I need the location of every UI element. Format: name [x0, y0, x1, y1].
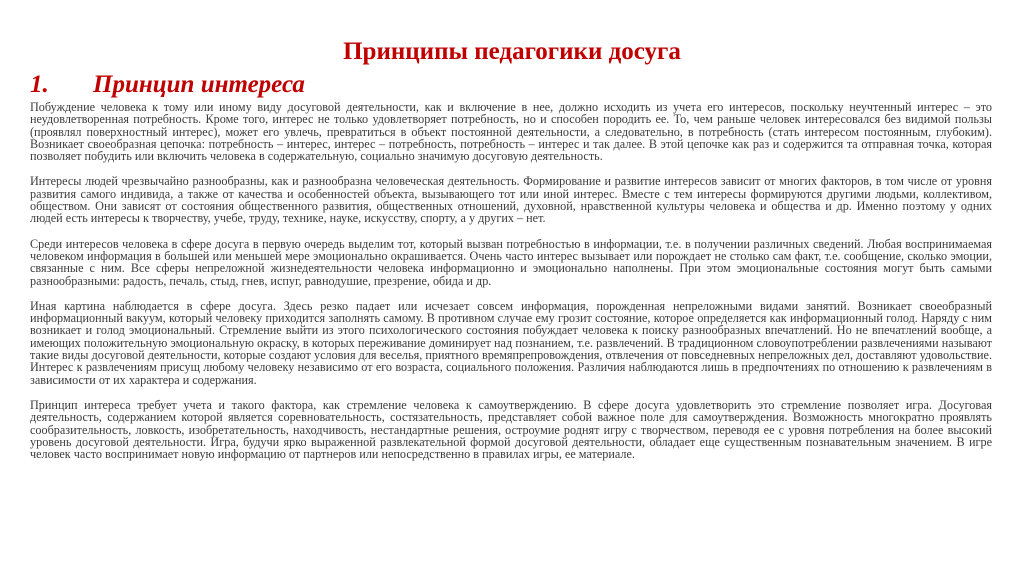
paragraph-2: Интересы людей чрезвычайно разнообразны, как и разнообразна человеческая деятельность. Формирование и развитие интересов зависит от многих факторов, в том числе от уровня развития самого индивида, а также от качества и особенностей объекта, вызывающего тот или иной интерес. Вместе с тем интересы формируются другими людьми, коллективом, обществом. Они зависят от состояния общественного развития, общественных отношений, духовной, нравственной культуры человека и общества и др. Именно поэтому у одних людей есть интересы к творчеству, учебе, труду, технике, науке, искусству, спорту, а у других – нет.	[30, 174, 992, 226]
paragraph-1: Побуждение человека к тому или иному виду досуговой деятельности, как и включение в нее, должно исходить из учета его интересов, поскольку неучтенный интерес – это неудовлетворенная потребность. Кроме того, интерес не только удовлетворяет потребность, но и способен породить ее. То, чем раньше человек интересовался без видимой пользы (проявлял поверхностный интерес), может его увлечь, превратиться в объект постоянной деятельности, а следовательно, в потребность (стать интересом постоянным, глубоким). Возникает своеобразная цепочка: потребность – интерес, интерес – потребность, потребность – интерес и так далее. В этой цепочке как раз и содержится та отправная точка, которая позволяет побудить или включить человека в содержательную, социально значимую досуговую деятельность.	[30, 100, 992, 164]
principle-title: Принцип интереса	[93, 71, 305, 98]
paragraph-3: Среди интересов человека в сфере досуга в первую очередь выделим тот, который вызван потребностью в информации, т.е. в получении различных сведений. Любая воспринимаемая человеком информация в большей или меньшей мере эмоционально окрашивается. Очень часто интерес вызывает или порождает не столько сам факт, т.е. сообщение, сколько эмоции, связанные с ним. Все сферы непреложной жизнедеятельности человека информационно и эмоционально наполнены. При этом эмоциональные состояния могут быть самыми разнообразными: радость, печаль, стыд, гнев, испуг, равнодушие, презрение, обида и др.	[30, 236, 992, 288]
principle-number: 1.	[30, 71, 49, 98]
principle-heading	[30, 70, 305, 100]
slide-body	[30, 101, 992, 473]
paragraph-4: Иная картина наблюдается в сфере досуга. Здесь резко падает или исчезает совсем информация, порожденная непреложными видами занятий. Возникает своеобразный информационный вакуум, который человеку приходится заполнять самому. В противном случае ему грозит состояние, которое определяется как информационный голод. Наряду с ним возникает и голод эмоциональный. Стремление выйти из этого психологического состояния побуждает человека к поиску разнообразных впечатлений. Но не впечатлений вообще, а имеющих положительную эмоциональную окраску, в которых переживание доминирует над познанием, т.е. развлечений. В традиционном словоупотреблении развлечениями называют такие виды досуговой деятельности, которые создают условия для веселья, приятного времяпрепровождения, отвлечения от повседневных непреложных дел, доставляют удовольствие. Интерес к развлечениям присущ любому человеку независимо от его возраста, социального положения. Различия наблюдаются лишь в предпочтениях по отношению к развлечениям в зависимости от их характера и содержания.	[30, 298, 992, 387]
slide-title: Принципы педагогики досуга	[343, 38, 681, 65]
paragraph-5: Принцип интереса требует учета и такого фактора, как стремление человека к самоутверждению. В сфере досуга удовлетворить это стремление позволяет игра. Досуговая деятельность, содержанием которой является соревновательность, состязательность, представляет собой важное поле для самоутверждения. Возможность многократно проявлять сообразительность, ловкость, изобретательность, находчивость, нестандартные решения, остроумие роднят игру с творчеством, переводя ее с уровня потребления на более высокий уровень досуговой деятельности. Игра, будучи ярко выраженной развлекательной формой досуговой деятельности, обладает еще существенным познавательным значением. В игре человек часто воспринимает новую информацию от партнеров или непосредственно в правилах игры, ее материале.	[30, 397, 992, 462]
